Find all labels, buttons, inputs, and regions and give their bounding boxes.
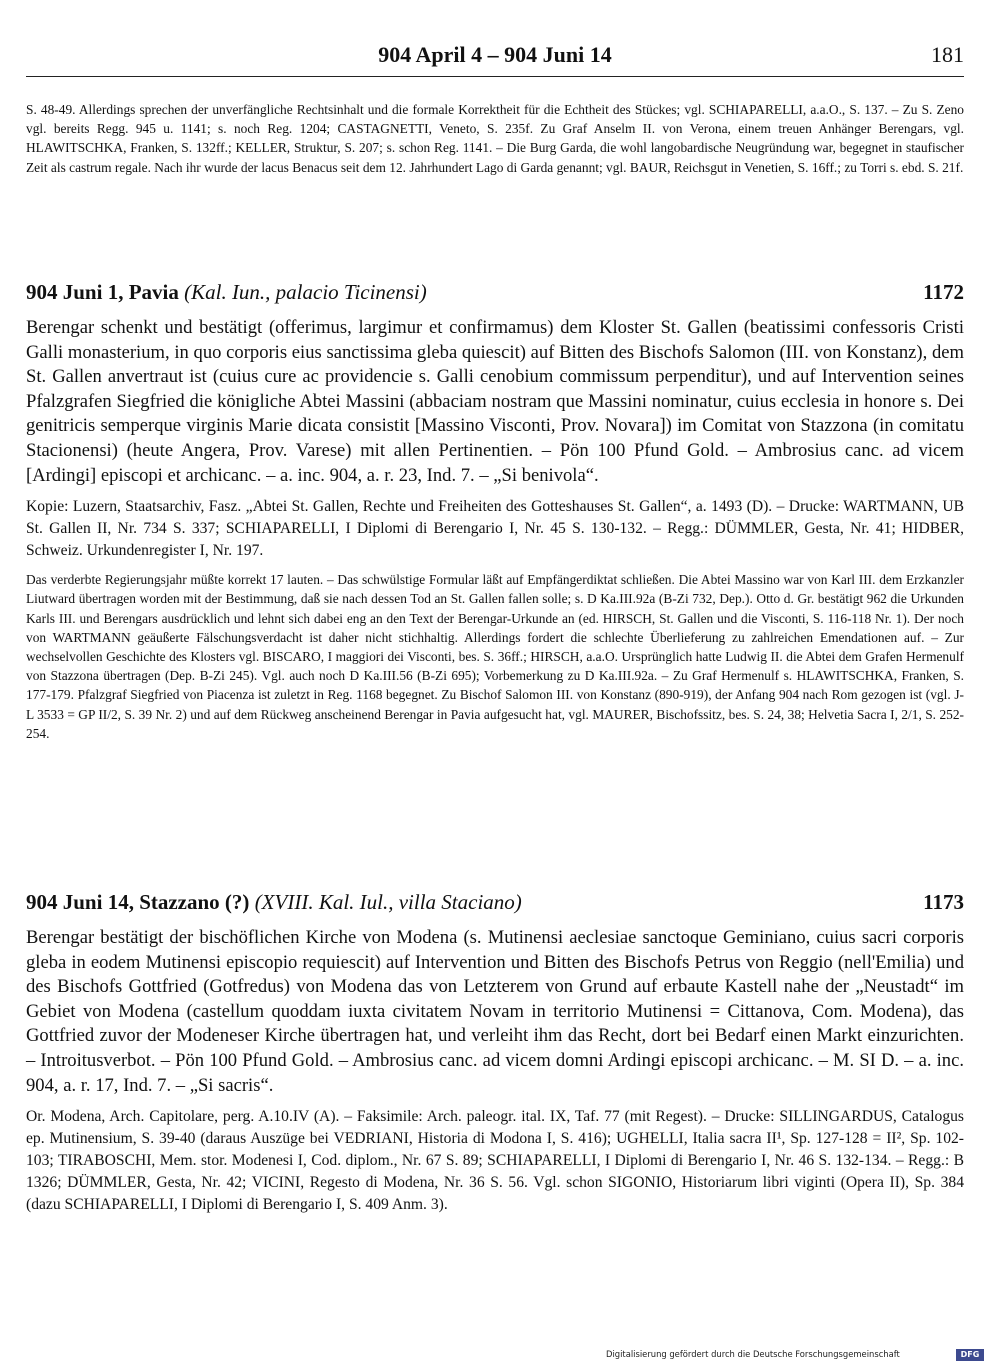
entry-1172 [26, 280, 964, 743]
entry-heading [26, 890, 964, 920]
entry-date-place: 904 Juni 1, Pavia [26, 280, 179, 304]
entry-date-place: 904 Juni 14, Stazzano (?) [26, 890, 250, 914]
entry-regest: Berengar bestätigt der bischöflichen Kirche von Modena (s. Mutinensi aeclesiae sanctoque Geminiano, cuius sacri corporis gleba in eodem Mutinensi episcopio requiescit) auf Intervention und Bitten des Bischofs Petrus von Reggio (nell'Emilia) und des Bischofs Gottfried (Gotfredus) von Modena das von Letzterem von Grund auf erbaute Kastell nahe der „Neustadt“ im Gebiet von Modena (castellum quoddam iuxta civitatem Novam in territorio Mutinensi = Cittanova, Com. Modena), das Gottfried zuvor der Modeneser Kirche übertragen hat, und verleiht ihm das Recht, dort bei Bedarf einen Markt einzurichten. – Introitusverbot. – Pön 100 Pfund Gold. – Ambrosius canc. ad vicem domni Ardingi episcopi archicanc. – M. SI D. – a. inc. 904, a. r. 17, Ind. 7. – „Si sacris“. [26, 927, 964, 1096]
entry-number: 1172 [923, 280, 964, 304]
header-rule [26, 76, 964, 77]
top-note-block [26, 100, 964, 177]
entry-regest: Berengar schenkt und bestätigt (offerimus, largimur et confirmamus) dem Kloster St. Gallen (beatissimi confessoris Cristi Galli monasterium, in quo corporis eius sanctissima gleba quiescit) auf Bitten des Bischofs Salomon (III. von Konstanz), dem St. Gallen anvertraut ist (cuius cure ac providencie s. Galli cenobium commissum perpenditur), und auf Intervention seines Pfalzgrafen Siegfried die königliche Abtei Massini (abbaciam nostram que Massini nominatur, cuius ecclesia in honore s. Dei genitricis semperque virginis Marie dicata consistit [Massino Visconti, Prov. Novara]) im Comitat von Stazzona (in comitatu Stacionensi) (heute Angera, Prov. Varese) mit allen Pertinentien. – Pön 100 Pfund Gold. – Ambrosius canc. ad vicem [Ardingi] episcopi et archicanc. – a. inc. 904, a. r. 23, Ind. 7. – „Si benivola“. [26, 317, 964, 486]
entry-commentary: Das verderbte Regierungsjahr müßte korrekt 17 lauten. – Das schwülstige Formular läßt auf Empfängerdiktat schließen. Die Abtei Massino war von Karl III. dem Erzkanzler Liutward übertragen worden mit der Bestimmung, daß sie nach dessen Tod an St. Gallen fallen solle; s. D Ka.III.92a (B-Zi 732, Dep.). Otto d. Gr. bestätigt 962 die Urkunden Karls III. und Berengars ausdrücklich und lehnt sich dabei eng an den Text der Berengar-Urkunde an (ed. HIRSCH, St. Gallen und die Visconti, S. 116-118 Nr. 1). Der noch von WARTMANN geäußerte Fälschungsverdacht ist daher nicht stichhaltig. Allerdings fordert die schlechte Überlieferung zu zahlreichen Emendationen auf. – Zur wechselvollen Geschichte des Klosters vgl. BISCARO, I maggiori dei Visconti, bes. S. 36ff.; HIRSCH, a.a.O. Ursprünglich hatte Ludwig II. die Abtei dem Grafen Hermenulf von Stazzona übertragen (Dep. B-Zi 245). Vgl. auch noch D Ka.III.56 (B-Zi 695); Vorbemerkung zu D Ka.III.92a. – Zu Graf Hermenulf s. HLAWITSCHKA, Franken, S. 177-179. Pfalzgraf Siegfried von Piacenza ist zuletzt in Reg. 1168 begegnet. Zu Bischof Salomon III. von Konstanz (890-919), der Anfang 904 nach Rom gezogen ist (vgl. J-L 3533 = GP II/2, S. 39 Nr. 2) und auf dem Rückweg anscheinend Berengar in Pavia aufgesucht hat, vgl. MAURER, Bischofssitz, bes. S. 24, 38; Helvetia Sacra I, 2/1, S. 252-254. [26, 572, 964, 741]
entry-latin-header: (XVIII. Kal. Iul., villa Staciano) [254, 890, 522, 914]
entry-1173 [26, 890, 964, 1216]
footer-text: Digitalisierung gefördert durch die Deutsche Forschungsgemeinschaft [606, 1349, 900, 1359]
top-note: S. 48-49. Allerdings sprechen der unverfängliche Rechtsinhalt und die formale Korrektheit für die Echtheit des Stückes; vgl. SCHIAPARELLI, a.a.O., S. 137. – Zu S. Zeno vgl. bereits Regg. 945 u. 1141; s. noch Reg. 1204; CASTAGNETTI, Veneto, S. 235f. Zu Graf Anselm II. von Verona, einem treuen Anhänger Berengars, vgl. HLAWITSCHKA, Franken, S. 132ff.; KELLER, Struktur, S. 207; s. schon Reg. 1141. – Die Burg Garda, die wohl langobardische Neugründung war, begegnet in staufischer Zeit als castrum regale. Nach ihr wurde der lacus Benacus seit dem 12. Jahrhundert Lago di Garda genannt; vgl. BAUR, Reichsgut in Venetien, S. 16ff.; zu Torri s. ebd. S. 21f. [26, 102, 964, 175]
entry-heading [26, 280, 964, 310]
entry-tradition: Or. Modena, Arch. Capitolare, perg. A.10.IV (A). – Faksimile: Arch. paleogr. ital. IX, Taf. 77 (mit Regest). – Drucke: SILLINGARDUS, Catalogus ep. Mutinensium, S. 39-40 (daraus Auszüge bei VEDRIANI, Historia di Modona I, S. 416); UGHELLI, Italia sacra II¹, Sp. 127-128 = II², Sp. 102-103; TIRABOSCHI, Mem. stor. Modenesi I, Cod. diplom., Nr. 67 S. 89; SCHIAPARELLI, I Diplomi di Berengario I, Nr. 46 S. 132-134. – Regg.: B 1326; DÜMMLER, Gesta, Nr. 42; VICINI, Regesto di Modena, Nr. 36 S. 56. Vgl. schon SIGONIO, Historiarum libri viginti (Opera II), Sp. 384 (dazu SCHIAPARELLI, I Diplomi di Berengario I, S. 409 Anm. 3). [26, 1108, 964, 1214]
page-number: 181 [931, 42, 964, 67]
digitization-footer [606, 1349, 1000, 1363]
entry-latin-header: (Kal. Iun., palacio Ticinensi) [184, 280, 427, 304]
page-header [26, 42, 964, 70]
entry-tradition: Kopie: Luzern, Staatsarchiv, Fasz. „Abtei St. Gallen, Rechte und Freiheiten des Gotteshauses St. Gallen“, a. 1493 (D). – Drucke: WARTMANN, UB St. Gallen II, Nr. 734 S. 337; SCHIAPARELLI, I Diplomi di Berengario I, Nr. 45 S. 130-132. – Regg.: DÜMMLER, Gesta, Nr. 41; HIDBER, Schweiz. Urkundenregister I, Nr. 197. [26, 498, 964, 560]
running-title: 904 April 4 – 904 Juni 14 [378, 42, 612, 67]
dfg-logo: DFG [956, 1349, 984, 1361]
entry-number: 1173 [923, 890, 964, 914]
